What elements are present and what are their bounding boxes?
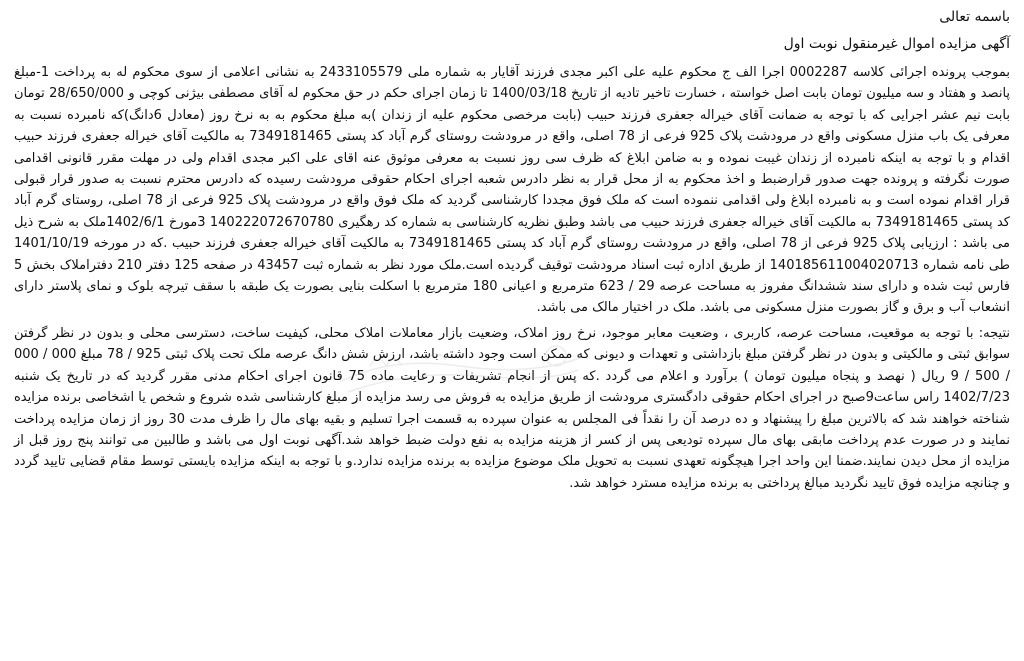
body-paragraph-1: بموجب پرونده اجرائی کلاسه 0002287 اجرا الف ج محکوم علیه علی اکبر مجدی فرزند آقایار به شماره ملی 2433105579 به نشانی اعلامی از سوی محکوم له به پرداخت 1-مبلغ پانصد و هفتاد و سه میلیون تومان بابت اصل خواسته ، خسارت تاخیر تادیه از تاریخ 1400/03/18 تا زمان اجرای حکم در حق محکوم له آقای مصطفی بیژنی کوچی و 28/650/000 تومان بابت نیم عشر اجرایی که با توجه به ضمانت آقای خیراله جعفری فرزند حبیب (بابت مرخصی محکوم علیه از زندان )به مبلغ محکوم به به نرخ روز (معادل 6دانگ)که نامبرده نسبت به معرفی یک باب منزل مسکونی واقع در مرودشت پلاک 925 فرعی از 78 اصلی، واقع در مرودشت روستای گرم آباد کد پستی 7349181465 به مالکیت آقای خیراله جعفری فرزند حبیب اقدام و با توجه به اینکه نامبرده از زندان غیبت نموده و به ضامن ابلاغ که ظرف سی روز نسبت به معرفی موثوق عنه اقای علی اکبر مجدی اقدام ولی در مهلت مقرر قانونی اقدامی صورت نگرفته و پرونده جهت صدور قرارضبط و اخذ محکوم به از محل قرار به نظر دادرس شعبه اجرای احکام حقوقی مرودشت رسیده که دادرس محترم نسبت به صدور قرار قبولی قرار اقدام نموده است و به نامبرده ابلاغ ولی اقدامی ننموده است که ملک فوق مجددا کارشناسی گردید که ملک فوق واقع در مرودشت پلاک 925 فرعی از 78 اصلی، روستای گرم آباد کد پستی 7349181465 به مالکیت آقای خیراله جعفری فرزند حبیب می باشد وطبق نظریه کارشناسی به شماره کد رهگیری 140222072670780 3مورخ 1402/6/1ملک به شرح ذیل می باشد : ارزیابی پلاک 925 فرعی از 78 اصلی، واقع در مرودشت روستای گرم آباد کد پستی 7349181465 به مالکیت آقای خیراله جعفری فرزند حبیب .که در مورخه 1401/10/19 طی نامه شماره 140185611004020713 از طریق اداره ثبت اسناد مرودشت توقیف گردیده است.ملک مورد نظر به شماره ثبت 43457 در صفحه 125 دفتر 210 دفتراملاک بخش 5 فارس ثبت شده و دارای سند ششدانگ مفروز به مساحت عرصه 29 / 623 مترمربع و اعیانی 180 مترمربع با اسکلت بنایی بصورت یک طبقه با سقف تیرچه بلوک و نمای پلاستر دارای انشعاب آب و برق و گاز بصورت منزل مسکونی می باشد. ملک در اختیار مالک می باشد. <box>14 65 1011 316</box>
body-paragraph-2: نتیجه: با توجه به موقعیت، مساحت عرصه، کاربری ، وضعیت معابر موجود، نرخ روز املاک، وضعیت بازار معاملات املاک محلی، کیفیت ساخت، دسترسی محلی و بدون در نظر گرفتن سوابق ثبتی و مالکیتی و بدون در نظر گرفتن مبلغ بازداشتی و تعهدات و دیونی که ممکن است وجود داشته باشد، ارزش شش دانگ عرصه ملک تحت پلاک ثبتی 925 / 78 مبلغ 000 / 000 / 500 / 9 ریال ( نهصد و پنجاه میلیون تومان ) برآورد و اعلام می گردد .که پس از انجام تشریفات و رعایت ماده 75 قانون اجرای احکام مدنی مقرر گردید که در تاریخ یک شنبه 1402/7/23 راس ساعت9صبح در اجرای احکام حقوقی دادگستری مرودشت از طریق مزایده به فروش می رسد مزایده از مبلغ کارشناسی شده شروع و شخص یا اشخاصی برنده مزایده شناخته خواهند شد که بالاترین مبلغ را پیشنهاد و ده درصد آن را نقداً فی المجلس به عنوان سپرده به قسمت اجرا تسلیم و بقیه بهای مال را ظرف مدت 30 روز از زمان مزایده پرداخت نمایند و در صورت عدم پرداخت مابقی بهای مال سپرده تودیعی پس از کسر از هزینه مزایده به نفع دولت ضبط خواهد شد.آگهی نوبت اول می باشد و طالبین می توانند پنج روز قبل از مزایده از محل دیدن نمایند.ضمنا این واحد اجرا هیچگونه تعهدی نسبت به تحویل ملک موضوع مزایده به برنده مزایده ندارد.و با توجه به اینکه مزایده بایستی توسط مقام قضایی تایید گردد و چنانچه مزایده فوق تایید نگردید مبالغ پرداختی به برنده مزایده مسترد خواهد شد. <box>14 325 1010 491</box>
document-heading: باسمه تعالی <box>939 9 1010 25</box>
auction-title: آگهی مزایده اموال غیرمنقول نوبت اول <box>783 36 1010 52</box>
